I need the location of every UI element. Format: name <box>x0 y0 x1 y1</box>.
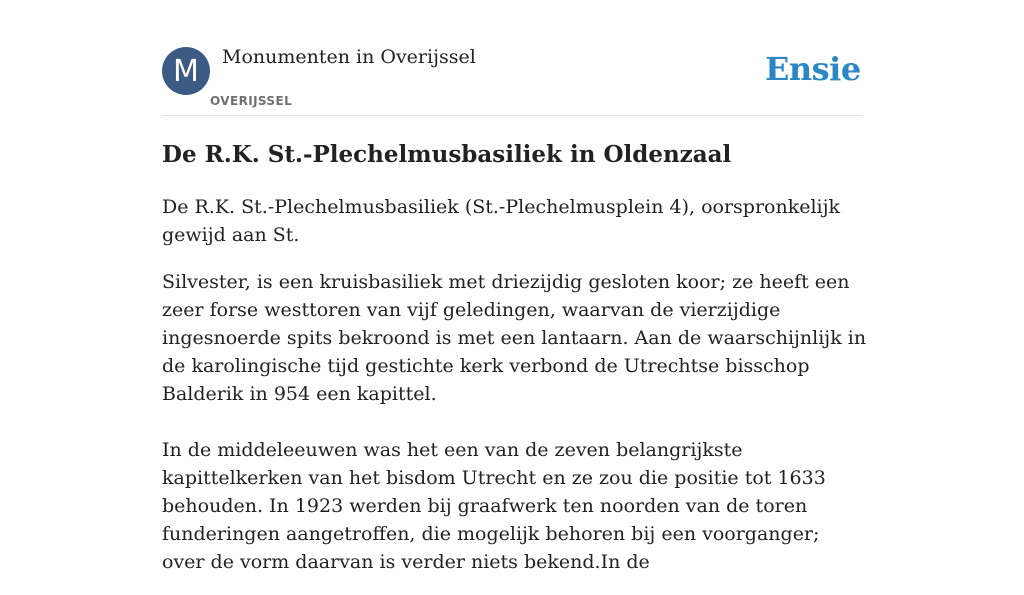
avatar[interactable]: M <box>162 47 210 95</box>
article-title: De R.K. St.-Plechelmusbasiliek in Oldenzaal <box>162 141 732 168</box>
ensie-logo[interactable]: Ensie <box>765 50 861 88</box>
article-paragraph-1: De R.K. St.-Plechelmusbasiliek (St.-Plechelmusplein 4), oorspronkelijk gewijd aan St. <box>162 196 841 246</box>
header-divider <box>162 115 862 116</box>
book-title-link[interactable]: Monumenten in Overijssel <box>222 46 476 68</box>
article-paragraph-2: Silvester, is een kruisbasiliek met driezijdig gesloten koor; ze heeft een zeer forse westtoren van vijf geledingen, waarvan de vierzijdige ingesnoerde spits bekroond is met een lantaarn. Aan de waarschijnlijk in de karolingische tijd gestichte kerk verbond de Utrechtse bisschop Balderik in 954 een kapittel. In de middeleeuwen was het een van de zeven belangrijkste kapittelkerken van het bisdom Utrecht en ze zou die positie tot 1633 behouden. In 1923 werden bij graafwerk ten noorden van de toren funderingen aangetroffen, die mogelijk behoren bij een voorganger; over de vorm daarvan is verder niets bekend.In de <box>162 271 867 573</box>
category-label[interactable]: OVERIJSSEL <box>210 94 293 108</box>
article-body <box>162 193 867 595</box>
